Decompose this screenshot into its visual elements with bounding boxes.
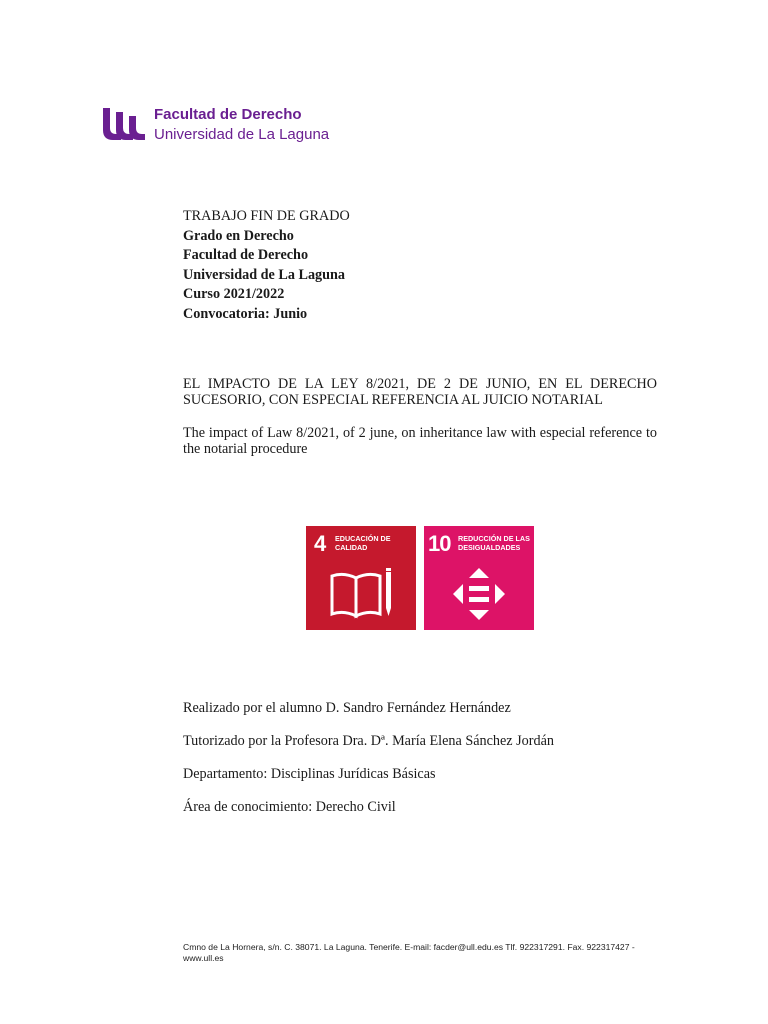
sdg-10-number: 10 (428, 531, 451, 556)
thesis-info-block (183, 207, 350, 324)
title-es-line1: EL IMPACTO DE LA LEY 8/2021, DE 2 DE JUNIO, EN EL DERECHO (183, 376, 657, 392)
faculty-logo (101, 106, 329, 142)
author-line: Realizado por el alumno D. Sandro Fernández Hernández (183, 700, 511, 716)
book-pencil-icon (326, 566, 396, 622)
sdg-4-number: 4 (314, 531, 327, 556)
equality-arrows-icon (451, 566, 507, 622)
logo-text (154, 107, 329, 142)
logo-university-name: Universidad de La Laguna (154, 125, 330, 143)
sdg-4-tile (306, 526, 416, 630)
logo-faculty-name: Facultad de Derecho (154, 105, 302, 123)
ull-logo-icon (101, 106, 147, 142)
sdg-4-label: EDUCACIÓN DE CALIDAD (335, 534, 391, 552)
thesis-credits (183, 700, 554, 832)
sdg-10-tile (424, 526, 534, 630)
thesis-type: TRABAJO FIN DE GRADO (183, 208, 350, 224)
sdg-10-label: REDUCCIÓN DE LAS DESIGUALDADES (458, 534, 530, 552)
knowledge-area-line: Área de conocimiento: Derecho Civil (183, 799, 396, 815)
university-name: Universidad de La Laguna (183, 266, 346, 283)
tutor-line: Tutorizado por la Profesora Dra. Dª. María Elena Sánchez Jordán (183, 733, 554, 749)
academic-year: Curso 2021/2022 (183, 286, 285, 302)
faculty-name: Facultad de Derecho (183, 247, 309, 263)
title-es-line2: SUCESORIO, CON ESPECIAL REFERENCIA AL JUICIO NOTARIAL (183, 392, 603, 408)
page-footer (183, 942, 663, 964)
degree-name: Grado en Derecho (183, 227, 294, 244)
footer-address: Cmno de La Hornera, s/n. C. 38071. La Laguna. Tenerife. E-mail: facder@ull.edu.es Tlf. 922317291. Fax. 922317427 - (183, 942, 635, 952)
footer-website: www.ull.es (183, 953, 224, 963)
exam-call: Convocatoria: Junio (183, 305, 308, 322)
thesis-title-english: The impact of Law 8/2021, of 2 june, on inheritance law with especial reference to the notarial procedure (183, 425, 657, 457)
department-line: Departamento: Disciplinas Jurídicas Básicas (183, 766, 436, 782)
sdg-goals (306, 526, 534, 630)
thesis-title-spanish (183, 376, 657, 408)
